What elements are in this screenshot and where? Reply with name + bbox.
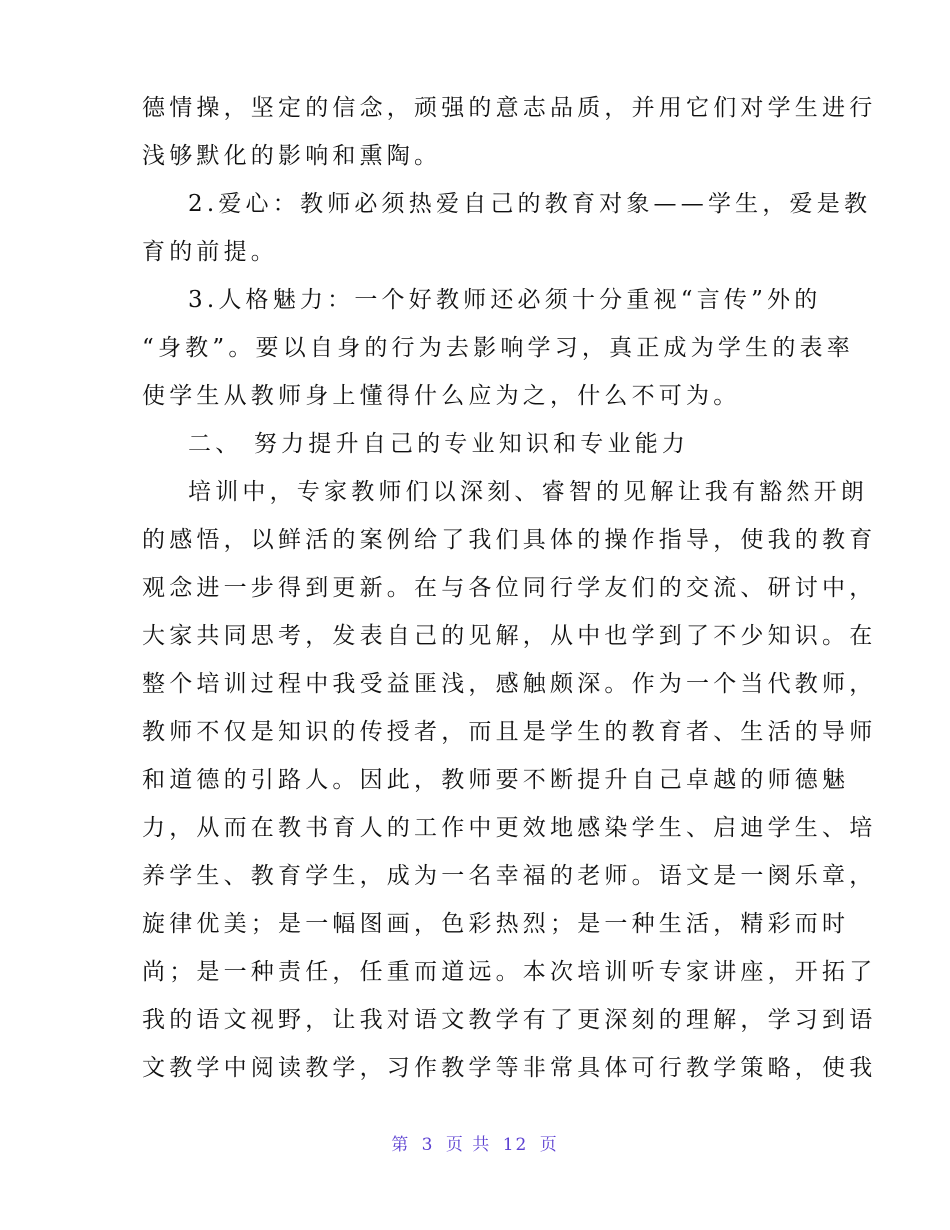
text-line: 2.爱心：教师必须热爱自己的教育对象——学生，爱是教	[188, 191, 872, 217]
page-footer	[0, 1132, 950, 1158]
text-line: 的感悟，以鲜活的案例给了我们具体的操作指导，使我的教育	[142, 527, 877, 553]
text-line: 大家共同思考，发表自己的见解，从中也学到了不少知识。在	[142, 623, 877, 649]
text-line: 和道德的引路人。因此，教师要不断提升自己卓越的师德魅	[142, 767, 850, 793]
text-line: 尚；是一种责任，任重而道远。本次培训听专家讲座，开拓了	[142, 959, 877, 985]
text-line: 旋律优美；是一幅图画，色彩热烈；是一种生活，精彩而时	[142, 911, 850, 937]
text-line: 浅够默化的影响和熏陶。	[142, 143, 442, 169]
text-line: 文教学中阅读教学，习作教学等非常具体可行教学策略，使我	[142, 1055, 877, 1081]
text-line: 我的语文视野，让我对语文教学有了更深刻的理解，学习到语	[142, 1007, 877, 1033]
footer-total-pages: 12	[502, 1135, 529, 1155]
text-line: 3.人格魅力：一个好教师还必须十分重视“言传”外的	[188, 287, 822, 313]
text-line: “身教”。要以自身的行为去影响学习，真正成为学生的表率	[142, 335, 854, 361]
text-line: 力，从而在教书育人的工作中更效地感染学生、启迪学生、培	[142, 815, 877, 841]
text-line: 育的前提。	[142, 239, 278, 265]
footer-middle: 页 共	[445, 1135, 492, 1155]
text-line: 培训中，专家教师们以深刻、睿智的见解让我有豁然开朗	[188, 479, 868, 505]
footer-suffix: 页	[539, 1135, 559, 1155]
text-line: 观念进一步得到更新。在与各位同行学友们的交流、研讨中，	[142, 575, 877, 601]
footer-prefix: 第	[391, 1135, 411, 1155]
text-line: 养学生、教育学生，成为一名幸福的老师。语文是一阕乐章，	[142, 863, 877, 889]
text-line: 教师不仅是知识的传授者，而且是学生的教育者、生活的导师	[142, 719, 877, 745]
footer-page-number: 3	[421, 1135, 435, 1155]
text-line: 整个培训过程中我受益匪浅，感触颇深。作为一个当代教师，	[142, 671, 877, 697]
text-line: 德情操，坚定的信念，顽强的意志品质，并用它们对学生进行	[142, 95, 877, 121]
text-line: 使学生从教师身上懂得什么应为之，什么不可为。	[142, 383, 741, 409]
section-heading: 二、 努力提升自己的专业知识和专业能力	[188, 431, 690, 457]
